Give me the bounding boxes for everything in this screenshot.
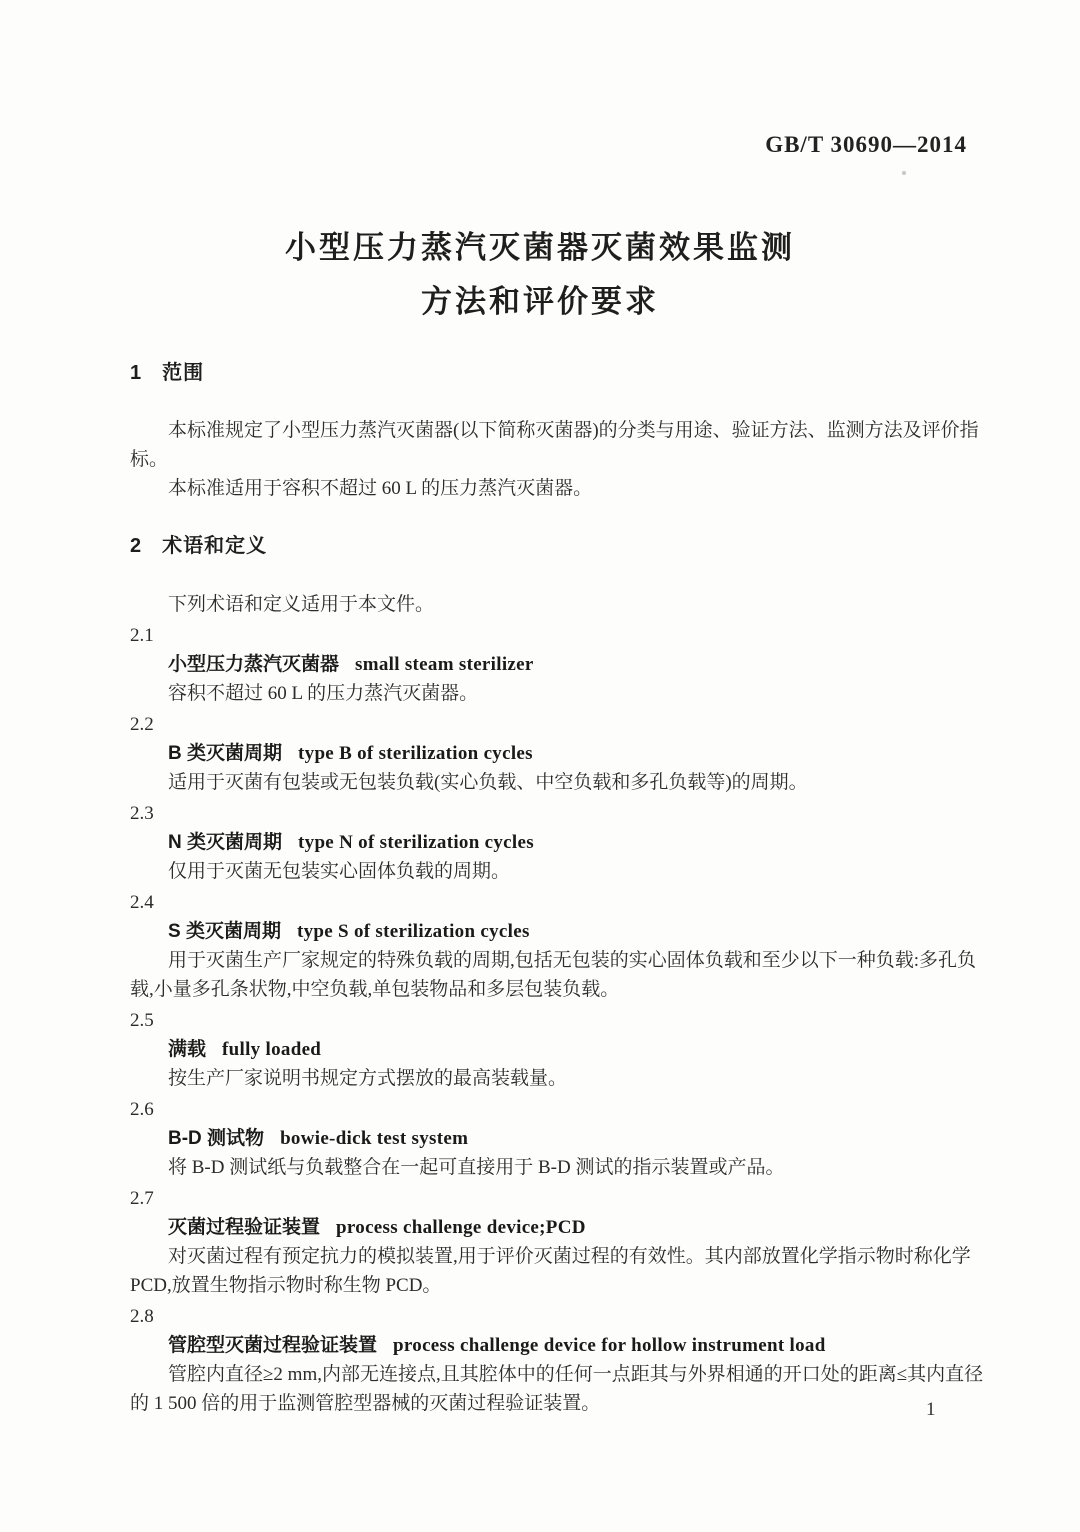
term-name-en: type N of sterilization cycles: [298, 832, 534, 853]
term-number: 2.1: [130, 625, 154, 646]
term-definition: 用于灭菌生产厂家规定的特殊负载的周期,包括无包装的实心固体负载和至少以下一种负载:多孔负载,小量多孔条状物,中空负载,单包装物品和多层包装负载。: [130, 950, 977, 1000]
section-2-intro: 下列术语和定义适用于本文件。: [168, 594, 435, 615]
standard-code: GB/T 30690—2014: [765, 132, 967, 157]
term-name: [130, 917, 990, 946]
term-number: 2.6: [130, 1099, 154, 1120]
document-body: [130, 359, 990, 1418]
term-definition: 按生产厂家说明书规定方式摆放的最高装载量。: [168, 1068, 568, 1089]
term-name-zh: B-D 测试物: [168, 1128, 265, 1149]
term-definition: 对灭菌过程有预定抗力的模拟装置,用于评价灭菌过程的有效性。其内部放置化学指示物时称化学 PCD,放置生物指示物时称生物 PCD。: [130, 1246, 971, 1296]
term-number: 2.8: [130, 1306, 154, 1327]
section-1-heading: [130, 359, 990, 388]
term-name-zh: N 类灭菌周期: [168, 832, 283, 853]
term-name-en: bowie-dick test system: [280, 1128, 469, 1149]
term-name-zh: 小型压力蒸汽灭菌器: [168, 654, 340, 675]
term-name: [130, 739, 990, 768]
term-definition: 容积不超过 60 L 的压力蒸汽灭菌器。: [168, 683, 479, 704]
page-number: 1: [926, 1399, 936, 1420]
section-2-title: 术语和定义: [162, 535, 268, 557]
section-1-title: 范围: [162, 362, 205, 384]
term-2-1: [130, 621, 990, 708]
term-name-zh: B 类灭菌周期: [168, 743, 283, 764]
section-1-paragraph-2: 本标准适用于容积不超过 60 L 的压力蒸汽灭菌器。: [168, 478, 593, 499]
term-definition: 适用于灭菌有包装或无包装负载(实心负载、中空负载和多孔负载等)的周期。: [168, 772, 808, 793]
term-name-zh: 灭菌过程验证装置: [168, 1217, 321, 1238]
term-name: [130, 650, 990, 679]
term-definition: 将 B-D 测试纸与负载整合在一起可直接用于 B-D 测试的指示装置或产品。: [168, 1157, 785, 1178]
term-name: [130, 1331, 990, 1360]
section-2-number: 2: [130, 535, 143, 557]
term-name: [130, 1213, 990, 1242]
term-2-2: [130, 710, 990, 797]
term-number: 2.7: [130, 1188, 154, 1209]
term-name-en: process challenge device;PCD: [336, 1217, 586, 1238]
term-2-8: [130, 1302, 990, 1418]
document-title: [0, 221, 1080, 329]
term-2-5: [130, 1006, 990, 1093]
term-number: 2.3: [130, 803, 154, 824]
document-title-line1: 小型压力蒸汽灭菌器灭菌效果监测: [285, 230, 795, 265]
term-name-zh: 满载: [168, 1039, 207, 1060]
document-title-line2: 方法和评价要求: [421, 284, 659, 319]
term-2-3: [130, 799, 990, 886]
term-name-en: fully loaded: [222, 1039, 322, 1060]
term-name-en: small steam sterilizer: [355, 654, 534, 675]
term-2-4: [130, 888, 990, 1004]
term-name-en: type S of sterilization cycles: [296, 921, 530, 942]
term-name-en: type B of sterilization cycles: [298, 743, 533, 764]
term-2-7: [130, 1184, 990, 1300]
term-name-en: process challenge device for hollow instrument load: [393, 1335, 826, 1356]
term-definition: 管腔内直径≥2 mm,内部无连接点,且其腔体中的任何一点距其与外界相通的开口处的距离≤其内直径的 1 500 倍的用于监测管腔型器械的灭菌过程验证装置。: [130, 1364, 984, 1414]
term-number: 2.4: [130, 892, 154, 913]
term-name-zh: 管腔型灭菌过程验证装置: [168, 1335, 378, 1356]
term-name: [130, 1035, 990, 1064]
term-number: 2.5: [130, 1010, 154, 1031]
term-name: [130, 1124, 990, 1153]
scan-artifact-dot: [902, 171, 906, 175]
term-name: [130, 828, 990, 857]
section-1-number: 1: [130, 362, 143, 384]
section-1-paragraph-1: 本标准规定了小型压力蒸汽灭菌器(以下简称灭菌器)的分类与用途、验证方法、监测方法及评价指标。: [130, 420, 979, 470]
term-definition: 仅用于灭菌无包装实心固体负载的周期。: [168, 861, 511, 882]
term-2-6: [130, 1095, 990, 1182]
section-2-heading: [130, 532, 990, 561]
term-name-zh: S 类灭菌周期: [168, 921, 281, 942]
term-number: 2.2: [130, 714, 154, 735]
